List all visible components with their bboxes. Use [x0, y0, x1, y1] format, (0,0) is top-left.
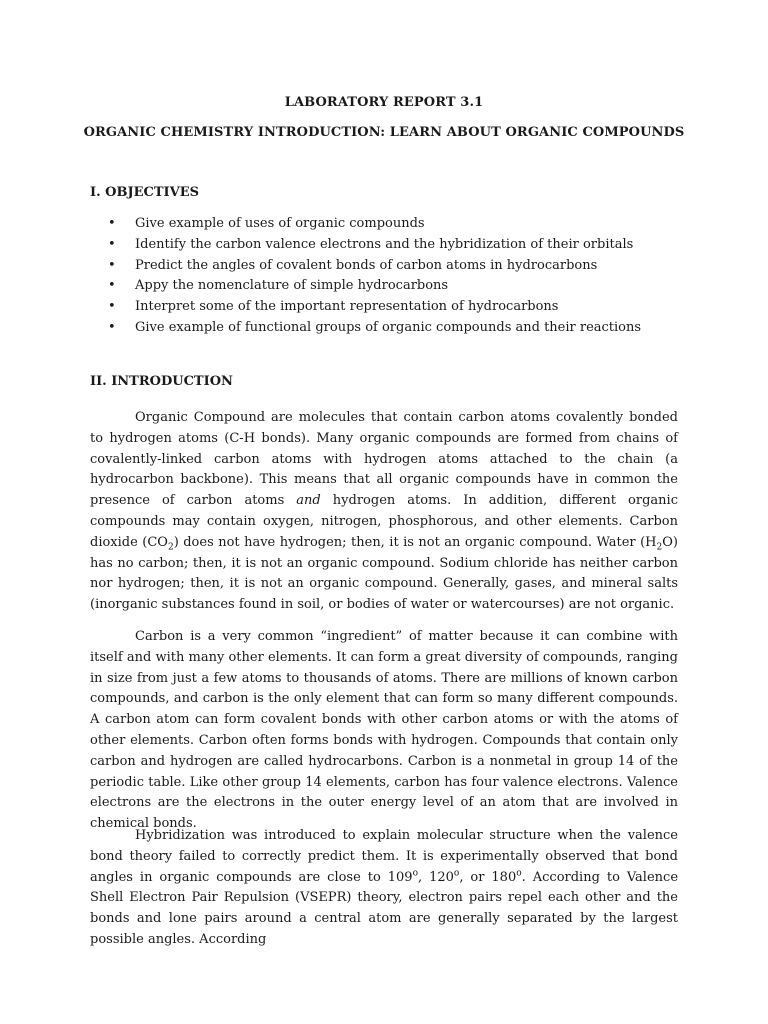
objective-item: • Predict the angles of covalent bonds of carbon atoms in hydrocarbons [108, 256, 641, 277]
report-title: LABORATORY REPORT 3.1 [284, 95, 484, 110]
p1-text-c: ) does not have hydrogen; then, it is not an organic compound. Water (H [173, 534, 657, 550]
p3-degree-3: o [516, 868, 522, 879]
p1-subscript-h2o: 2 [656, 542, 663, 553]
p1-text-d: O) has no carbon; then, it is not an organic compound. Sodium chloride has neither carbon nor hydrogen; then, it is not an organic compound. Generally, gases, and mineral salts (inorganic substances found in soil, or bodies of water or watercourses) are not organic. [90, 534, 678, 613]
objective-item: • Identify the carbon valence electrons and the hybridization of their orbitals [108, 235, 641, 256]
p3-text-b: , 120 [418, 869, 454, 885]
p1-text-b: hydrogen atoms. In addition, different organic compounds may contain oxygen, nitrogen, phosphorous, and other elements. Carbon dioxide (CO [90, 493, 678, 550]
objective-item: • Give example of uses of organic compounds [108, 214, 641, 235]
objectives-heading: I. OBJECTIVES [90, 185, 199, 200]
p3-degree-2: o [453, 868, 460, 879]
p3-text-a: Hybridization was introduced to explain molecular structure when the valence bond theory failed to correctly predict them. It is experimentally observed that bond angles in organic compounds are close to 109 [90, 828, 678, 885]
intro-paragraph-2: Carbon is a very common “ingredient” of matter because it can combine with itself and with many other elements. It can form a great diversity of compounds, ranging in size from just a few atoms to thousands of atoms. There are millions of known carbon compounds, and carbon is the only element that can form so many different compounds. A carbon atom can form covalent bonds with other carbon atoms or with the atoms of other elements. Carbon often forms bonds with hydrogen. Compounds that contain only carbon and hydrogen are called hydrocarbons. Carbon is a nonmetal in group 14 of the periodic table. Like other group 14 elements, carbon has four valence electrons. Valence electrons are the electrons in the outer energy level of an atom that are involved in chemical bonds. [90, 629, 678, 832]
intro-paragraph-1 [90, 408, 678, 616]
p1-emphasis: and [296, 493, 321, 509]
introduction-heading: II. INTRODUCTION [90, 374, 233, 389]
objective-item: • Appy the nomenclature of simple hydrocarbons [108, 276, 641, 297]
objective-item: • Give example of functional groups of organic compounds and their reactions [108, 318, 641, 339]
report-subtitle: ORGANIC CHEMISTRY INTRODUCTION: LEARN ABOUT ORGANIC COMPOUNDS [83, 125, 685, 140]
objective-item: • Interpret some of the important representation of hydrocarbons [108, 297, 641, 318]
p3-text-d: . According to Valence Shell Electron Pair Repulsion (VSEPR) theory, electron pairs repel each other and the bonds and lone pairs around a central atom are generally separated by the largest possible angles. According [90, 869, 679, 947]
p3-degree-1: o [412, 868, 418, 879]
p1-text-a: Organic Compound are molecules that contain carbon atoms covalently bonded to hydrogen atoms (C-H bonds). Many organic compounds are formed from chains of covalently-linked carbon atoms with hydrogen atoms attached to the chain (a hydrocarbon backbone). This means that all organic compounds have in common the presence of carbon atoms [90, 410, 678, 509]
objectives-list [108, 214, 641, 339]
p3-text-c: , or 180 [459, 869, 517, 885]
p1-subscript-co2: 2 [167, 542, 174, 553]
intro-paragraph-3 [90, 826, 678, 951]
